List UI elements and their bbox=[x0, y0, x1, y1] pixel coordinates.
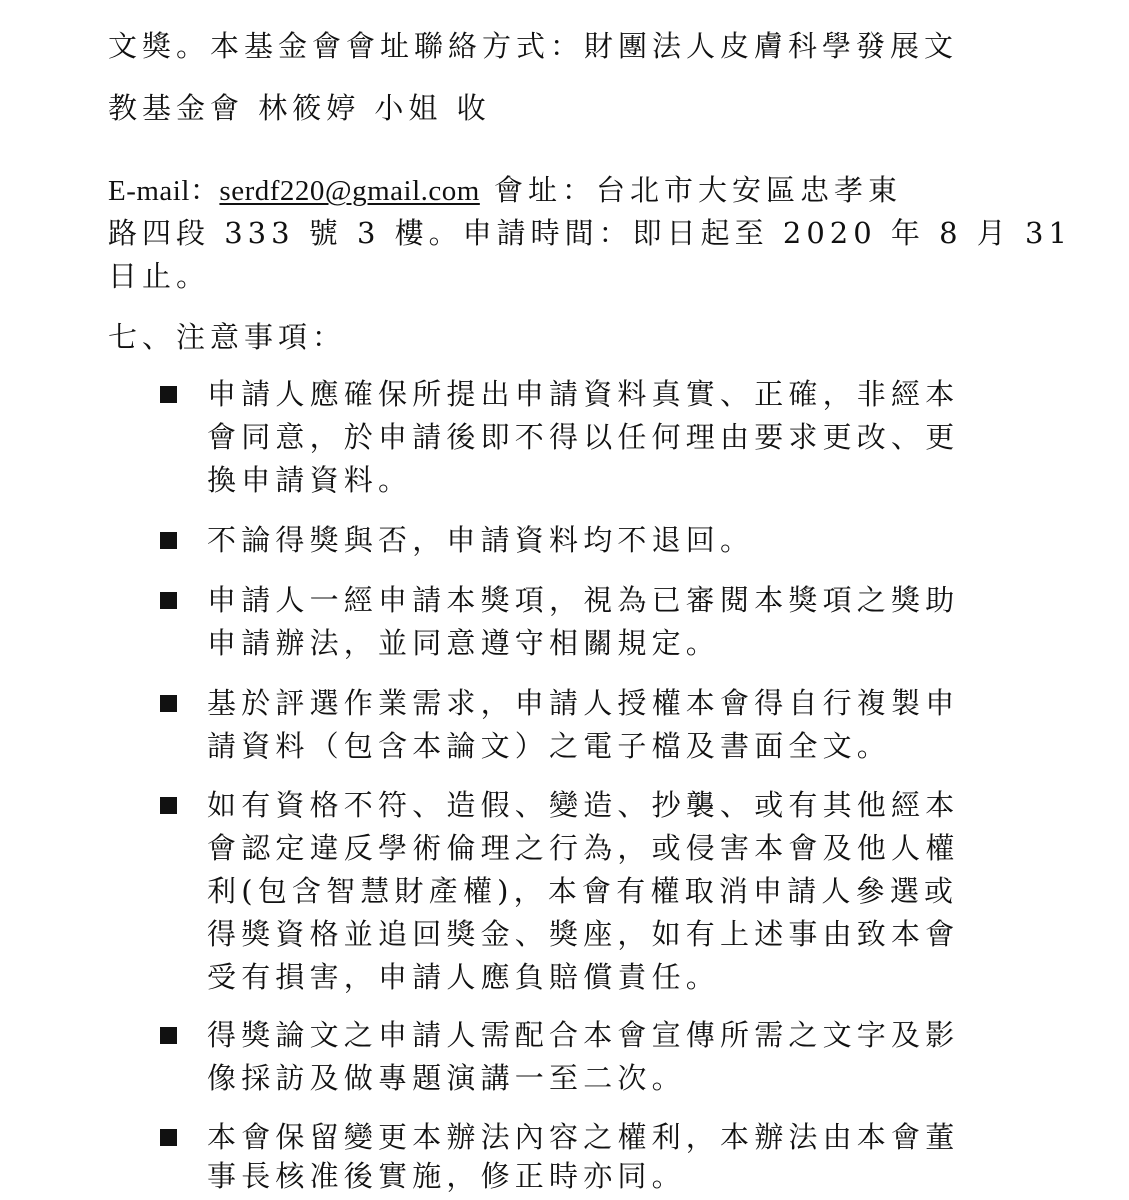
contact-line bbox=[108, 173, 903, 207]
bullet-square-icon bbox=[160, 1129, 177, 1146]
item-5-line-4: 得獎資格並追回獎金、獎座，如有上述事由致本會 bbox=[207, 917, 960, 951]
email-link[interactable]: serdf220@gmail.com bbox=[219, 175, 480, 207]
intro-line-5: 日止。 bbox=[108, 259, 211, 293]
item-4-line-1: 基於評選作業需求，申請人授權本會得自行複製申 bbox=[207, 686, 960, 720]
bullet-square-icon bbox=[160, 592, 177, 609]
bullet-square-icon bbox=[160, 386, 177, 403]
item-1-line-1: 申請人應確保所提出申請資料真實、正確，非經本 bbox=[207, 377, 960, 411]
address-lead: 會址：台北市大安區忠孝東 bbox=[479, 173, 903, 207]
bullet-square-icon bbox=[160, 797, 177, 814]
intro-line-4: 路四段 333 號 3 樓。申請時間：即日起至 2020 年 8 月 31 bbox=[108, 216, 1072, 250]
item-5-line-5: 受有損害，申請人應負賠償責任。 bbox=[207, 960, 721, 994]
intro-line-2: 教基金會 林筱婷 小姐 收 bbox=[108, 91, 491, 125]
item-6-line-1: 得獎論文之申請人需配合本會宣傳所需之文字及影 bbox=[207, 1018, 960, 1052]
item-1-line-3: 換申請資料。 bbox=[207, 463, 413, 497]
item-5-line-2: 會認定違反學術倫理之行為，或侵害本會及他人權 bbox=[207, 831, 960, 865]
bullet-square-icon bbox=[160, 532, 177, 549]
item-2-line-1: 不論得獎與否，申請資料均不退回。 bbox=[207, 523, 755, 557]
email-label: E-mail： bbox=[108, 175, 220, 207]
bullet-square-icon bbox=[160, 1027, 177, 1044]
item-3-line-1: 申請人一經申請本獎項，視為已審閱本獎項之獎助 bbox=[207, 583, 960, 617]
item-5-line-3: 利(包含智慧財產權)，本會有權取消申請人參選或 bbox=[207, 874, 959, 908]
item-1-line-2: 會同意，於申請後即不得以任何理由要求更改、更 bbox=[207, 420, 960, 454]
item-7-line-1: 本會保留變更本辦法內容之權利，本辦法由本會董 bbox=[207, 1120, 960, 1154]
intro-line-1: 文獎。本基金會會址聯絡方式：財團法人皮膚科學發展文 bbox=[108, 29, 959, 63]
item-7-line-2: 事長核准後實施，修正時亦同。 bbox=[207, 1159, 686, 1193]
item-6-line-2: 像採訪及做專題演講一至二次。 bbox=[207, 1061, 686, 1095]
item-3-line-2: 申請辦法，並同意遵守相關規定。 bbox=[207, 626, 721, 660]
bullet-square-icon bbox=[160, 695, 177, 712]
section-heading: 七、注意事項： bbox=[108, 320, 347, 354]
item-5-line-1: 如有資格不符、造假、變造、抄襲、或有其他經本 bbox=[207, 788, 960, 822]
item-4-line-2: 請資料（包含本論文）之電子檔及書面全文。 bbox=[207, 729, 892, 763]
